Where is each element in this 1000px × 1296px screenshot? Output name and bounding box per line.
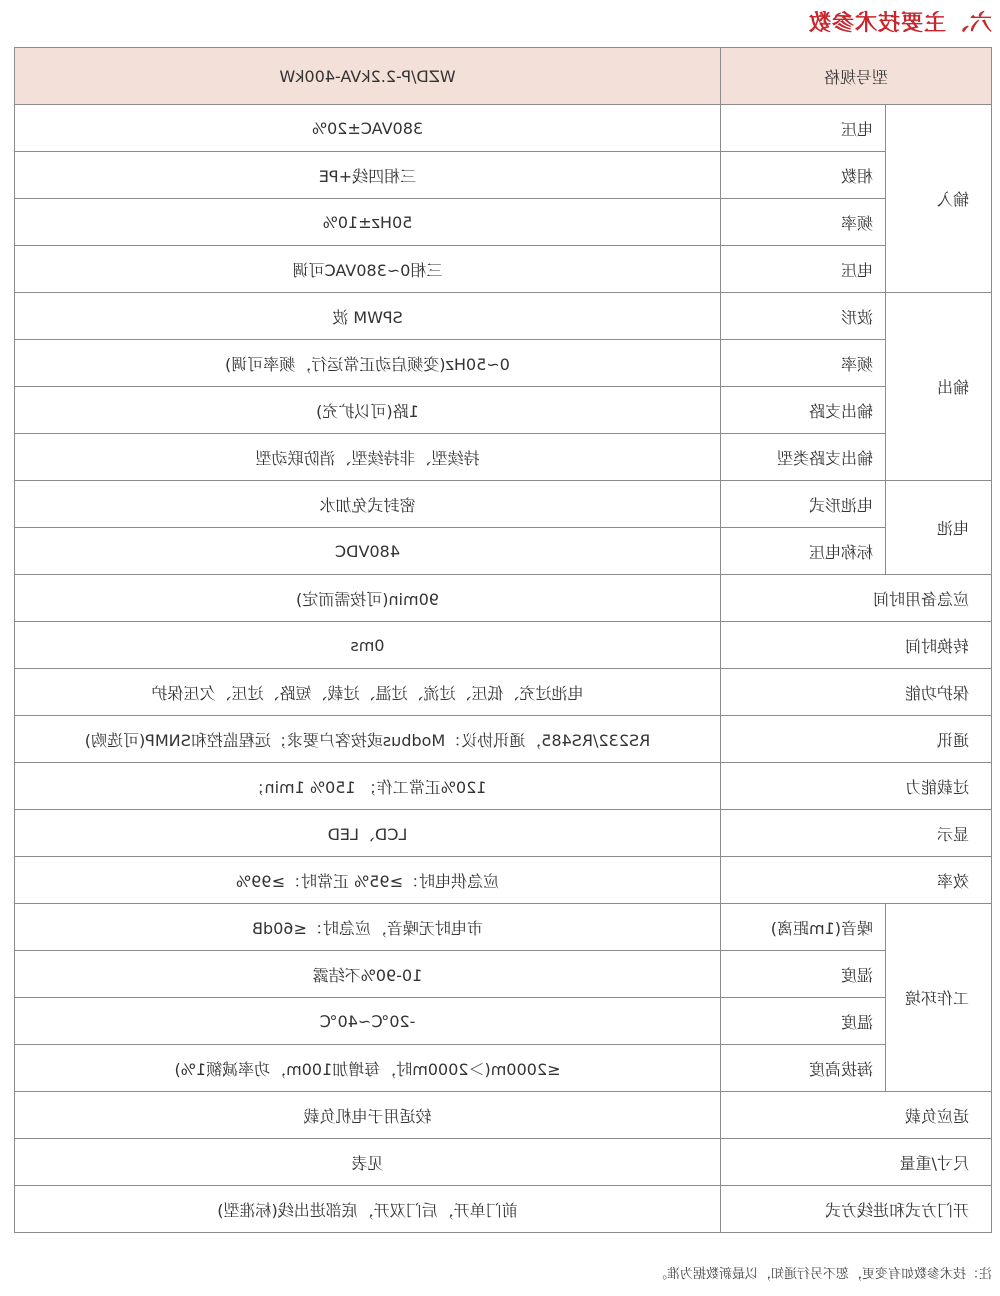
table-row — [14, 810, 991, 857]
item-cell: 相数 — [720, 152, 885, 199]
item-cell: 温度 — [720, 998, 885, 1045]
table-row — [14, 340, 991, 387]
value-cell: 10-90%不结露 — [14, 951, 720, 998]
item-cell: 效率 — [720, 857, 991, 904]
value-cell: 120%正常工作； 150% 1min； — [14, 763, 720, 810]
group-output-cell: 输出 — [886, 293, 992, 481]
table-row — [14, 199, 991, 246]
group-battery-cell: 电池 — [886, 481, 992, 575]
table-header-row — [14, 48, 991, 105]
table-row — [14, 857, 991, 904]
item-cell: 频率 — [720, 340, 885, 387]
table-row — [14, 293, 991, 340]
value-cell: 较适用于电机负载 — [14, 1092, 720, 1139]
item-cell: 海拔高度 — [720, 1045, 885, 1092]
item-cell: 噪音(1m距离) — [720, 904, 885, 951]
item-cell: 显示 — [720, 810, 991, 857]
table-row — [14, 434, 991, 481]
item-cell: 标称电压 — [720, 528, 885, 575]
value-cell: RS232/RS485，通讯协议：Modbus或按客户要求；远程监控和SNMP(可选购) — [14, 716, 720, 763]
value-cell: 市电时无噪音，应急时：≤60dB — [14, 904, 720, 951]
table-row — [14, 1092, 991, 1139]
value-cell: 90min(可按需而定) — [14, 575, 720, 622]
item-cell: 转换时间 — [720, 622, 991, 669]
table-row — [14, 1139, 991, 1186]
value-cell: 三相0~380VAC可调 — [14, 246, 720, 293]
item-cell: 尺寸/重量 — [720, 1139, 991, 1186]
value-cell: 持续型、非持续型、消防联动型 — [14, 434, 720, 481]
value-cell: 密封式免加水 — [14, 481, 720, 528]
item-cell: 电压 — [720, 246, 885, 293]
value-cell: ≤2000m(＞2000m时，每增加100m，功率减额1%) — [14, 1045, 720, 1092]
table-row — [14, 1186, 991, 1233]
item-cell: 应急备用时间 — [720, 575, 991, 622]
table-row — [14, 105, 991, 152]
item-cell: 频率 — [720, 199, 885, 246]
value-cell: 见表 — [14, 1139, 720, 1186]
value-cell: LCD、LED — [14, 810, 720, 857]
value-cell: 0ms — [14, 622, 720, 669]
header-label-cell: 型号规格 — [720, 48, 991, 105]
item-cell: 输出支路类型 — [720, 434, 885, 481]
value-cell: 1路(可以扩充) — [14, 387, 720, 434]
value-cell: 前门单开，后门双开，底部进出线(标准型) — [14, 1186, 720, 1233]
value-cell: 480VDC — [14, 528, 720, 575]
table-row — [14, 246, 991, 293]
table-row — [14, 904, 991, 951]
table-row — [14, 669, 991, 716]
table-row — [14, 622, 991, 669]
item-cell: 过载能力 — [720, 763, 991, 810]
table-row — [14, 951, 991, 998]
item-cell: 适应负载 — [720, 1092, 991, 1139]
table-row — [14, 387, 991, 434]
spec-table — [14, 47, 992, 1233]
group-environment-cell: 工作环境 — [886, 904, 992, 1092]
table-row — [14, 1045, 991, 1092]
item-cell: 电池形式 — [720, 481, 885, 528]
value-cell: 0~50Hz(变频启动正常运行，频率可调) — [14, 340, 720, 387]
table-row — [14, 716, 991, 763]
value-cell: -20℃~40℃ — [14, 998, 720, 1045]
item-cell: 通讯 — [720, 716, 991, 763]
item-cell: 输出支路 — [720, 387, 885, 434]
footnote: 注：技术参数如有变更，恕不另行通知，以最新数据为准。 — [653, 1267, 992, 1282]
table-row — [14, 575, 991, 622]
value-cell: 电池过充、低压、过流、过温、过载、短路、过压、欠压保护 — [14, 669, 720, 716]
header-model-cell: WZD/P-2.2kVA-400kW — [14, 48, 720, 105]
item-cell: 湿度 — [720, 951, 885, 998]
item-cell: 保护功能 — [720, 669, 991, 716]
table-row — [14, 152, 991, 199]
table-row — [14, 528, 991, 575]
table-row — [14, 763, 991, 810]
section-heading: 六、主要技术参数 — [807, 11, 992, 36]
table-row — [14, 998, 991, 1045]
value-cell: SPWM 波 — [14, 293, 720, 340]
item-cell: 波形 — [720, 293, 885, 340]
table-row — [14, 481, 991, 528]
value-cell: 应急供电时：≥95% 正常时：≥99% — [14, 857, 720, 904]
group-input-cell: 输入 — [886, 105, 992, 293]
value-cell: 50Hz±10% — [14, 199, 720, 246]
value-cell: 三相四线+PE — [14, 152, 720, 199]
value-cell: 380VAC±20% — [14, 105, 720, 152]
item-cell: 电压 — [720, 105, 885, 152]
item-cell: 开门方式和进线方式 — [720, 1186, 991, 1233]
